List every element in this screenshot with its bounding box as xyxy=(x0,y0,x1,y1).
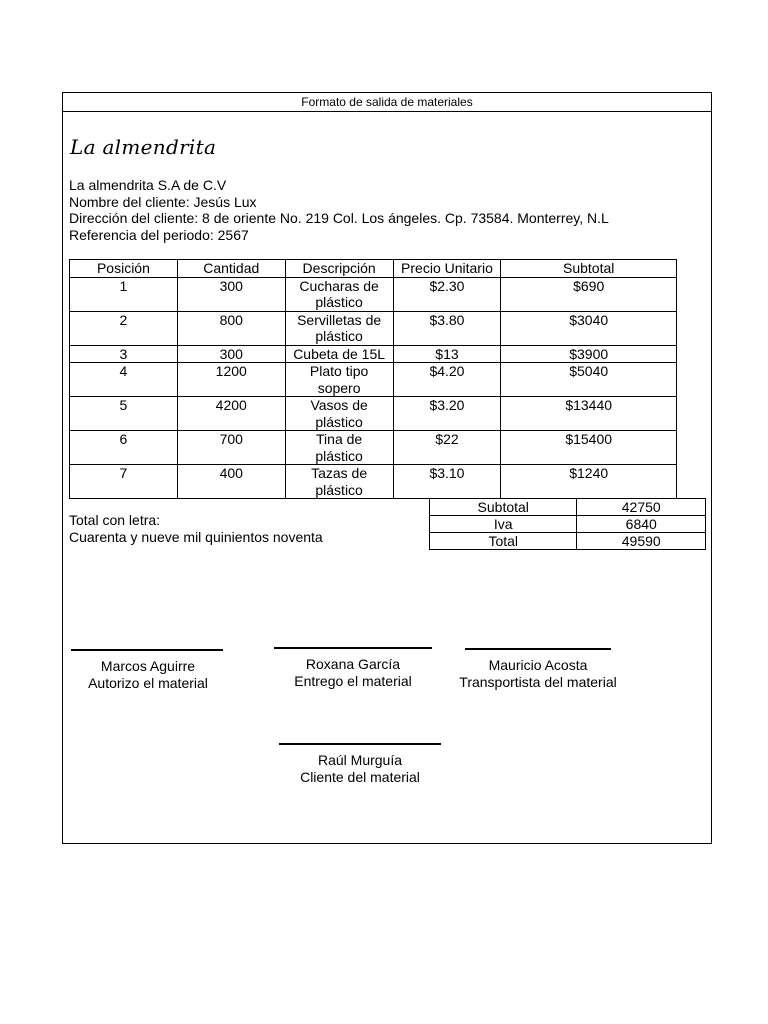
cell-unit-price: $13 xyxy=(393,345,501,363)
signature-line xyxy=(465,648,611,650)
totals-row-total xyxy=(430,533,706,550)
signature-block xyxy=(275,743,445,786)
client-info xyxy=(69,177,609,243)
header-description: Descripción xyxy=(285,260,393,278)
cell-subtotal: $3040 xyxy=(501,311,677,345)
form-title: Formato de salida de materiales xyxy=(63,93,711,112)
signature-role: Transportista del material xyxy=(459,674,617,690)
cell-position: 3 xyxy=(70,345,178,363)
brand-logo-text: La almendrita xyxy=(70,135,217,159)
header-unit-price: Precio Unitario xyxy=(393,260,501,278)
signature-role: Autorizo el material xyxy=(88,675,208,691)
cell-subtotal: $3900 xyxy=(501,345,677,363)
total-in-words xyxy=(69,512,323,545)
cell-unit-price: $22 xyxy=(393,431,501,465)
cell-quantity: 4200 xyxy=(177,397,285,431)
cell-description: Tina de plástico xyxy=(285,431,393,465)
table-row xyxy=(70,465,677,499)
table-row xyxy=(70,363,677,397)
iva-label: Iva xyxy=(430,516,577,533)
signature-block xyxy=(453,648,623,691)
table-header-row xyxy=(70,260,677,278)
signature-block xyxy=(63,649,233,692)
period-reference: Referencia del periodo: 2567 xyxy=(69,226,249,243)
cell-description: Servilletas de plástico xyxy=(285,311,393,345)
client-address: Dirección del cliente: 8 de oriente No. 219 Col. Los ángeles. Cp. 73584. Monterrey, N.L xyxy=(69,210,609,226)
signature-line xyxy=(274,647,432,649)
materials-table xyxy=(69,259,677,499)
table-row xyxy=(70,277,677,311)
cell-position: 5 xyxy=(70,397,178,431)
cell-quantity: 300 xyxy=(177,277,285,311)
cell-subtotal: $690 xyxy=(501,277,677,311)
header-position: Posición xyxy=(70,260,178,278)
cell-subtotal: $1240 xyxy=(501,465,677,499)
table-row xyxy=(70,311,677,345)
signature-line xyxy=(71,649,223,651)
table-row xyxy=(70,431,677,465)
subtotal-value: 42750 xyxy=(577,499,706,516)
cell-quantity: 700 xyxy=(177,431,285,465)
cell-unit-price: $4.20 xyxy=(393,363,501,397)
cell-subtotal: $15400 xyxy=(501,431,677,465)
company-name: La almendrita S.A de C.V xyxy=(69,177,227,193)
cell-description: Cubeta de 15L xyxy=(285,345,393,363)
cell-description: Cucharas de plástico xyxy=(285,277,393,311)
iva-value: 6840 xyxy=(577,516,706,533)
table-row xyxy=(70,397,677,431)
signature-role: Cliente del material xyxy=(300,769,420,785)
cell-subtotal: $5040 xyxy=(501,363,677,397)
cell-quantity: 400 xyxy=(177,465,285,499)
signature-name: Mauricio Acosta xyxy=(488,657,588,673)
cell-description: Plato tipo sopero xyxy=(285,363,393,397)
cell-position: 1 xyxy=(70,277,178,311)
signature-line xyxy=(279,743,441,745)
signature-role: Entrego el material xyxy=(294,673,412,689)
form-frame xyxy=(62,92,712,844)
cell-quantity: 800 xyxy=(177,311,285,345)
totals-table xyxy=(429,498,706,550)
total-value: 49590 xyxy=(577,533,706,550)
cell-position: 4 xyxy=(70,363,178,397)
signature-name: Marcos Aguirre xyxy=(100,658,196,674)
cell-quantity: 300 xyxy=(177,345,285,363)
totals-row-iva xyxy=(430,516,706,533)
cell-unit-price: $3.80 xyxy=(393,311,501,345)
signature-name: Roxana García xyxy=(305,656,401,672)
header-quantity: Cantidad xyxy=(177,260,285,278)
total-in-words-value: Cuarenta y nueve mil quinientos noventa xyxy=(69,528,323,545)
totals-row-subtotal xyxy=(430,499,706,516)
cell-position: 2 xyxy=(70,311,178,345)
total-label: Total xyxy=(430,533,577,550)
signature-name: Raúl Murguía xyxy=(317,752,403,768)
table-row xyxy=(70,345,677,363)
cell-unit-price: $3.10 xyxy=(393,465,501,499)
cell-description: Tazas de plástico xyxy=(285,465,393,499)
cell-position: 6 xyxy=(70,431,178,465)
subtotal-label: Subtotal xyxy=(430,499,577,516)
signature-block xyxy=(261,647,445,690)
cell-unit-price: $2.30 xyxy=(393,277,501,311)
client-name: Nombre del cliente: Jesús Lux xyxy=(69,193,257,210)
cell-unit-price: $3.20 xyxy=(393,397,501,431)
cell-position: 7 xyxy=(70,465,178,499)
cell-subtotal: $13440 xyxy=(501,397,677,431)
cell-quantity: 1200 xyxy=(177,363,285,397)
cell-description: Vasos de plástico xyxy=(285,397,393,431)
total-in-words-label: Total con letra: xyxy=(69,512,161,528)
header-subtotal: Subtotal xyxy=(501,260,677,278)
